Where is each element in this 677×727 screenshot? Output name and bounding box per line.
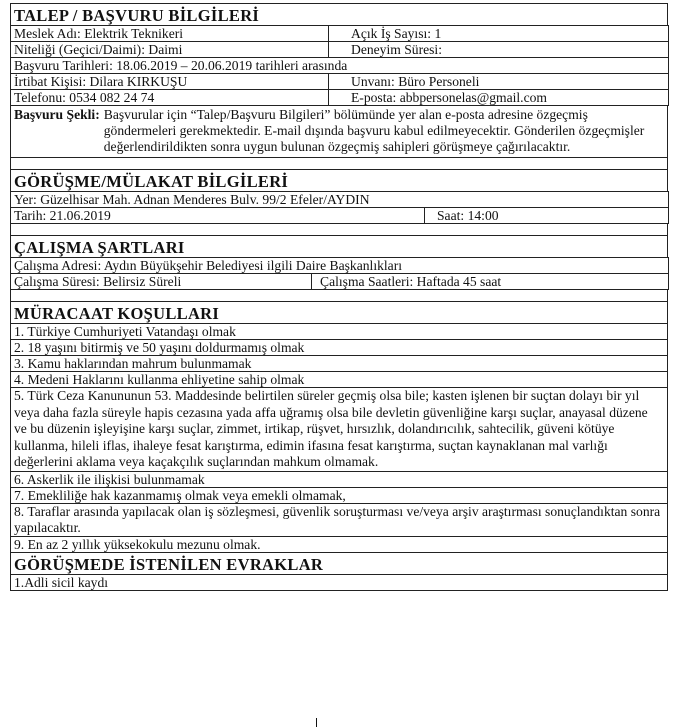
- table-row: [11, 42, 669, 58]
- muracaat-table: [10, 323, 668, 553]
- list-item: [11, 536, 668, 552]
- table-row: [11, 74, 669, 90]
- muracaat-item: 3. Kamu haklarından mahrum bulunmamak: [11, 356, 668, 372]
- table-row: [11, 274, 669, 290]
- calisma-table: [10, 257, 669, 290]
- list-item: [11, 324, 668, 340]
- deneyim-suresi: Deneyim Süresi:: [329, 42, 669, 58]
- gorusme-table: [10, 191, 669, 224]
- table-row: [11, 90, 669, 106]
- evrak-item: 1.Adli sicil kaydı: [11, 574, 668, 590]
- irtibat-kisisi: İrtibat Kişisi: Dilara KIRKUŞU: [11, 74, 329, 90]
- list-item: [11, 372, 668, 388]
- meslek-adi: Meslek Adı: Elektrik Teknikeri: [11, 26, 329, 42]
- section-heading-talep: TALEP / BAŞVURU BİLGİLERİ: [10, 3, 668, 25]
- table-row: [11, 208, 669, 224]
- basvuru-sekli: [10, 106, 668, 158]
- section-heading-evraklar: GÖRÜŞMEDE İSTENİLEN EVRAKLAR: [10, 553, 668, 574]
- calisma-saatleri: Çalışma Saatleri: Haftada 45 saat: [312, 274, 669, 290]
- talep-table: [10, 25, 669, 106]
- list-item: [11, 503, 668, 536]
- list-item: [11, 356, 668, 372]
- table-row: [11, 26, 669, 42]
- table-row: [11, 58, 669, 74]
- calisma-suresi: Çalışma Süresi: Belirsiz Süreli: [11, 274, 312, 290]
- telefonu: Telefonu: 0534 082 24 74: [11, 90, 329, 106]
- muracaat-item: 5. Türk Ceza Kanununun 53. Maddesinde belirtilen süreler geçmiş olsa bile; kasten işlenen bir suçtan dolayı bir yıl veya daha fazla süreyle hapis cezasına yada affa uğramış olsa bile devletin güvenliğine karşı suçlar, anayasal düzene ve bu düzenin işleyişine karşı suçlar, zimmet, irtikap, rüşvet, hırsızlık, dolandırıcılık, sahtecilik, güveni kötüye kullanma, hileli iflas, ihaleye fesat karıştırma, edimin ifasına fesat karıştırma, suçtan kaynaklanan mal varlığı değerlerini aklama veya kaçakçılık suçlarından mahkum olmamak.: [11, 388, 668, 472]
- muracaat-item: 6. Askerlik ile ilişkisi bulunmamak: [11, 471, 668, 487]
- gorusme-yer: Yer: Güzelhisar Mah. Adnan Menderes Bulv. 99/2 Efeler/AYDIN: [11, 192, 669, 208]
- list-item: [11, 471, 668, 487]
- list-item: [11, 388, 668, 472]
- section-heading-gorusme: GÖRÜŞME/MÜLAKAT BİLGİLERİ: [10, 169, 668, 191]
- basvuru-tarihleri: Başvuru Tarihleri: 18.06.2019 – 20.06.2019 tarihleri arasında: [11, 58, 669, 74]
- spacer: [10, 224, 668, 235]
- spacer: [10, 290, 668, 301]
- niteligi: Niteliği (Geçici/Daimi): Daimi: [11, 42, 329, 58]
- gorusme-tarih: Tarih: 21.06.2019: [11, 208, 425, 224]
- muracaat-item: 9. En az 2 yıllık yüksekokulu mezunu olmak.: [11, 536, 668, 552]
- muracaat-item: 1. Türkiye Cumhuriyeti Vatandaşı olmak: [11, 324, 668, 340]
- section-heading-calisma: ÇALIŞMA ŞARTLARI: [10, 235, 668, 257]
- muracaat-item: 2. 18 yaşını bitirmiş ve 50 yaşını doldurmamış olmak: [11, 340, 668, 356]
- table-row: [11, 258, 669, 274]
- muracaat-item: 8. Taraflar arasında yapılacak olan iş sözleşmesi, güvenlik soruşturması ve/veya arşiv araştırması sonuçlandıktan sonra yapılacaktır.: [11, 503, 668, 536]
- section-heading-muracaat: MÜRACAAT KOŞULLARI: [10, 301, 668, 323]
- muracaat-item: 4. Medeni Haklarını kullanma ehliyetine sahip olmak: [11, 372, 668, 388]
- table-row: [11, 192, 669, 208]
- e-posta: E-posta: abbpersonelas@gmail.com: [329, 90, 669, 106]
- calisma-adresi: Çalışma Adresi: Aydın Büyükşehir Belediyesi ilgili Daire Başkanlıkları: [11, 258, 669, 274]
- unvani: Unvanı: Büro Personeli: [329, 74, 669, 90]
- gorusme-saat: Saat: 14:00: [425, 208, 669, 224]
- document: [10, 3, 668, 591]
- spacer: [10, 158, 668, 169]
- page-mark: [316, 718, 317, 727]
- muracaat-item: 7. Emekliliğe hak kazanmamış olmak veya emekli olmamak,: [11, 487, 668, 503]
- acik-is-sayisi: Açık İş Sayısı: 1: [329, 26, 669, 42]
- basvuru-sekli-text: Başvurular için “Talep/Başvuru Bilgileri” bölümünde yer alan e-posta adresine özgeçmiş göndermeleri gerekmektedir. E-mail dışında başvuru kabul edilmeyecektir. Gönderilen özgeçmişler değerlendirildikten sonra uygun bulunan özgeçmiş sahipleri görüşmeye çağırılacaktır.: [103, 107, 645, 154]
- list-item: [11, 340, 668, 356]
- basvuru-sekli-label: Başvuru Şekli:: [14, 107, 100, 122]
- list-item: [11, 487, 668, 503]
- evraklar-table: [10, 574, 668, 591]
- list-item: [11, 574, 668, 590]
